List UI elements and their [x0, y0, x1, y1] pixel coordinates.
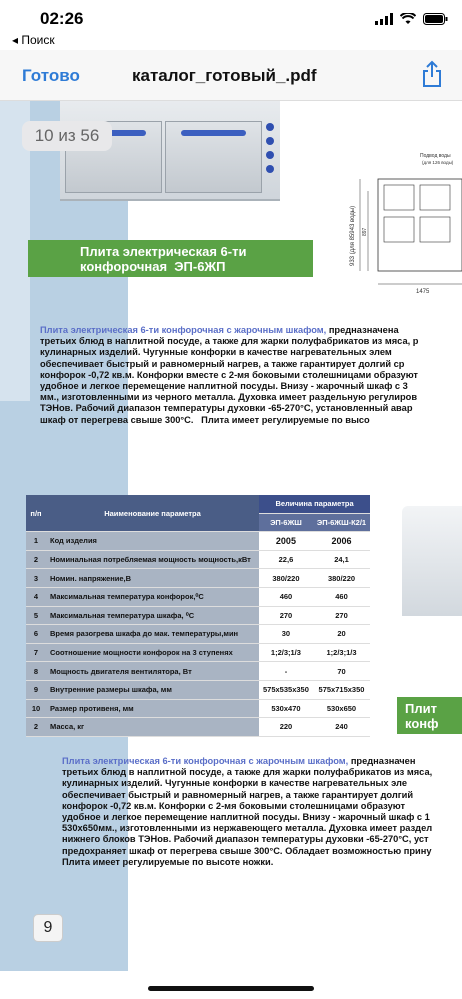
drawing-label-water-sub: (для 126 воды) — [422, 160, 454, 165]
paragraph-line: ТЭНов. Рабочий диапазон температуры духовки -65-270°С, установленный авар — [40, 403, 413, 414]
paragraph-line: конфорок -0,72 кв.м. Конфорки с 2-мя боковыми столешницами образуют — [62, 800, 405, 811]
cell-value-2: 530х650 — [313, 699, 370, 718]
paragraph-line: мм., изготовленными из черного металла. Духовка имеет раздельную регулиров — [40, 392, 418, 403]
product-photo-right — [402, 506, 462, 616]
cell-name: Максимальная температура конфорок,⁰С — [46, 587, 259, 606]
cell-number: 2 — [26, 718, 46, 737]
table-row — [26, 699, 370, 718]
oven-door-right — [165, 121, 262, 193]
cell-name: Соотношение мощности конфорок на 3 ступенях — [46, 643, 259, 662]
cell-number: 7 — [26, 643, 46, 662]
cell-value-2: 240 — [313, 718, 370, 737]
page-counter-badge: 10 из 56 — [22, 121, 112, 151]
cell-number: 2 — [26, 550, 46, 569]
cell-value-2: 270 — [313, 606, 370, 625]
next-product-title-banner: Плит конф — [397, 697, 462, 734]
cell-value-1: 1;2/3;1/3 — [259, 643, 313, 662]
cell-value-1: 22,6 — [259, 550, 313, 569]
door-handle — [181, 130, 246, 136]
paragraph-line: нижнего блоков ТЭНов. Рабочий диапазон температуры духовки -65-270°С, уст — [62, 834, 429, 845]
clock: 02:26 — [40, 9, 84, 28]
cell-name: Номинальная потребляемая мощность мощность,кВт — [46, 550, 259, 569]
paragraph-line: предназначен — [348, 756, 416, 766]
cell-value-2: 1;2/3;1/3 — [313, 643, 370, 662]
paragraph-line: Плита имеет регулируемые по высоте ножки. — [62, 856, 274, 867]
cell-name: Номин. напряжение,В — [46, 569, 259, 588]
product-title: Плита электрическая 6-ти конфорочная ЭП-6ЖП — [80, 244, 247, 274]
table-row — [26, 625, 370, 644]
header-value-group: Величина параметра — [259, 495, 370, 513]
header-model-1: ЭП-6ЖШ — [259, 513, 313, 532]
cell-value-1: - — [259, 662, 313, 681]
cell-value-2: 575х715х350 — [313, 680, 370, 699]
cell-value-1: 460 — [259, 587, 313, 606]
paragraph-line: предохраняет шкаф от перегрева свыше 300°С. Обладает возможностью прину — [62, 845, 432, 856]
table-row — [26, 643, 370, 662]
paragraph-line: кулинарных изделий. Чугунные конфорки в качестве нагревательных эле — [62, 778, 408, 789]
drawing-label-width: 1475 — [416, 289, 430, 295]
control-knob — [266, 137, 274, 145]
signal-icon — [375, 13, 393, 25]
cell-value-1: 220 — [259, 718, 313, 737]
cell-name: Максимальная температура шкафа, ⁰С — [46, 606, 259, 625]
control-knob — [266, 123, 274, 131]
header-number: п/п — [26, 495, 46, 532]
paragraph-line: предназначена — [326, 325, 399, 335]
cell-value-1: 270 — [259, 606, 313, 625]
cell-value-2: 70 — [313, 662, 370, 681]
paragraph-line: третьих блюд в наплитной посуде, а также для жарки полуфабрикатов из мяса, — [62, 767, 433, 778]
cell-number: 1 — [26, 532, 46, 551]
paragraph-line: обеспечивает быстрый и равномерный нагрев, а также гарантирует долгий ср — [40, 358, 405, 369]
table-row — [26, 532, 370, 551]
paragraph-line: удобное и легкое перемещение наплитной посуды. Внизу - жарочный шкаф с 1 — [62, 812, 430, 823]
drawing-label-height1: 933 (для 85943 воды) — [350, 205, 356, 266]
table-row — [26, 587, 370, 606]
product-title-banner — [28, 240, 313, 277]
paragraph-line: третьих блюд в наплитной посуде, а также для жарки полуфабрикатов из мяса, р — [40, 336, 419, 347]
cell-value-1: 380/220 — [259, 569, 313, 588]
technical-drawing — [330, 151, 462, 296]
share-button[interactable] — [422, 60, 442, 93]
cell-value-2: 20 — [313, 625, 370, 644]
table-row — [26, 662, 370, 681]
pdf-page[interactable] — [0, 101, 462, 971]
battery-icon — [423, 13, 448, 25]
drawing-label-height2: 897 — [362, 227, 368, 236]
control-knob — [266, 165, 274, 173]
cell-number: 4 — [26, 587, 46, 606]
cell-value-1: 30 — [259, 625, 313, 644]
description-paragraph-2 — [62, 756, 462, 868]
control-knob — [266, 151, 274, 159]
paragraph-line: обеспечивает быстрый и равномерный нагрев, а также гарантирует долгий — [62, 789, 414, 800]
cell-number: 6 — [26, 625, 46, 644]
cell-value-2: 24,1 — [313, 550, 370, 569]
header-parameter-name: Наименование параметра — [46, 495, 259, 532]
wifi-icon — [400, 13, 416, 25]
stove-photo — [60, 101, 280, 201]
table-row — [26, 680, 370, 699]
table-row — [26, 550, 370, 569]
cell-name: Код изделия — [46, 532, 259, 551]
table-header-row — [26, 495, 370, 513]
paragraph-line: 530х650мм., изготовленными из нержавеющего металла. Духовка имеет раздел — [62, 823, 433, 834]
viewer-toolbar — [0, 50, 462, 101]
cell-value-2: 460 — [313, 587, 370, 606]
page-number: 9 — [33, 914, 63, 942]
table-row — [26, 606, 370, 625]
done-button[interactable]: Готово — [22, 66, 80, 85]
paragraph-line: конфорок -0,72 кв.м. Конфорки вместе с 2-мя боковыми столешницами образуют — [40, 369, 418, 380]
status-icons — [375, 13, 448, 25]
cell-value-2: 380/220 — [313, 569, 370, 588]
cell-name: Время разогрева шкафа до мак. температуры,мин — [46, 625, 259, 644]
description-paragraph-1 — [40, 325, 462, 426]
paragraph-line: шкаф от перегрева свыше 300°С. Плита имеет регулируемые по высо — [40, 414, 370, 425]
cell-name: Масса, кг — [46, 718, 259, 737]
table-row — [26, 718, 370, 737]
paragraph-highlight: Плита электрическая 6-ти конфорочная с жарочным шкафом, — [62, 756, 349, 766]
cell-value-1: 2005 — [259, 532, 313, 551]
cell-value-1: 575х535х350 — [259, 680, 313, 699]
cell-value-1: 530х470 — [259, 699, 313, 718]
document-title: каталог_готовый_.pdf — [132, 66, 317, 85]
table-row — [26, 569, 370, 588]
paragraph-highlight: Плита электрическая 6-ти конфорочная с жарочным шкафом, — [40, 325, 327, 335]
cell-number: 5 — [26, 606, 46, 625]
cell-number: 8 — [26, 662, 46, 681]
cell-value-2: 2006 — [313, 532, 370, 551]
cell-name: Мощность двигателя вентилятора, Вт — [46, 662, 259, 681]
status-bar — [0, 0, 462, 50]
back-to-search-link[interactable]: ◂ Поиск — [12, 33, 55, 47]
home-indicator[interactable] — [148, 986, 314, 991]
cell-name: Внутренние размеры шкафа, мм — [46, 680, 259, 699]
paragraph-line: удобное и легкое перемещение наплитной посуды. Внизу - жарочный шкаф с 3 — [40, 381, 408, 392]
paragraph-line: кулинарных изделий. Чугунные конфорки в качестве нагревательных элем — [40, 347, 392, 358]
parameters-table — [26, 495, 370, 737]
cell-number: 10 — [26, 699, 46, 718]
cell-number: 9 — [26, 680, 46, 699]
cell-name: Размер противеня, мм — [46, 699, 259, 718]
drawing-label-water: Подвод воды — [420, 153, 451, 159]
share-icon — [422, 60, 442, 88]
header-model-2: ЭП-6ЖШ-К2/1 — [313, 513, 370, 532]
cell-number: 3 — [26, 569, 46, 588]
